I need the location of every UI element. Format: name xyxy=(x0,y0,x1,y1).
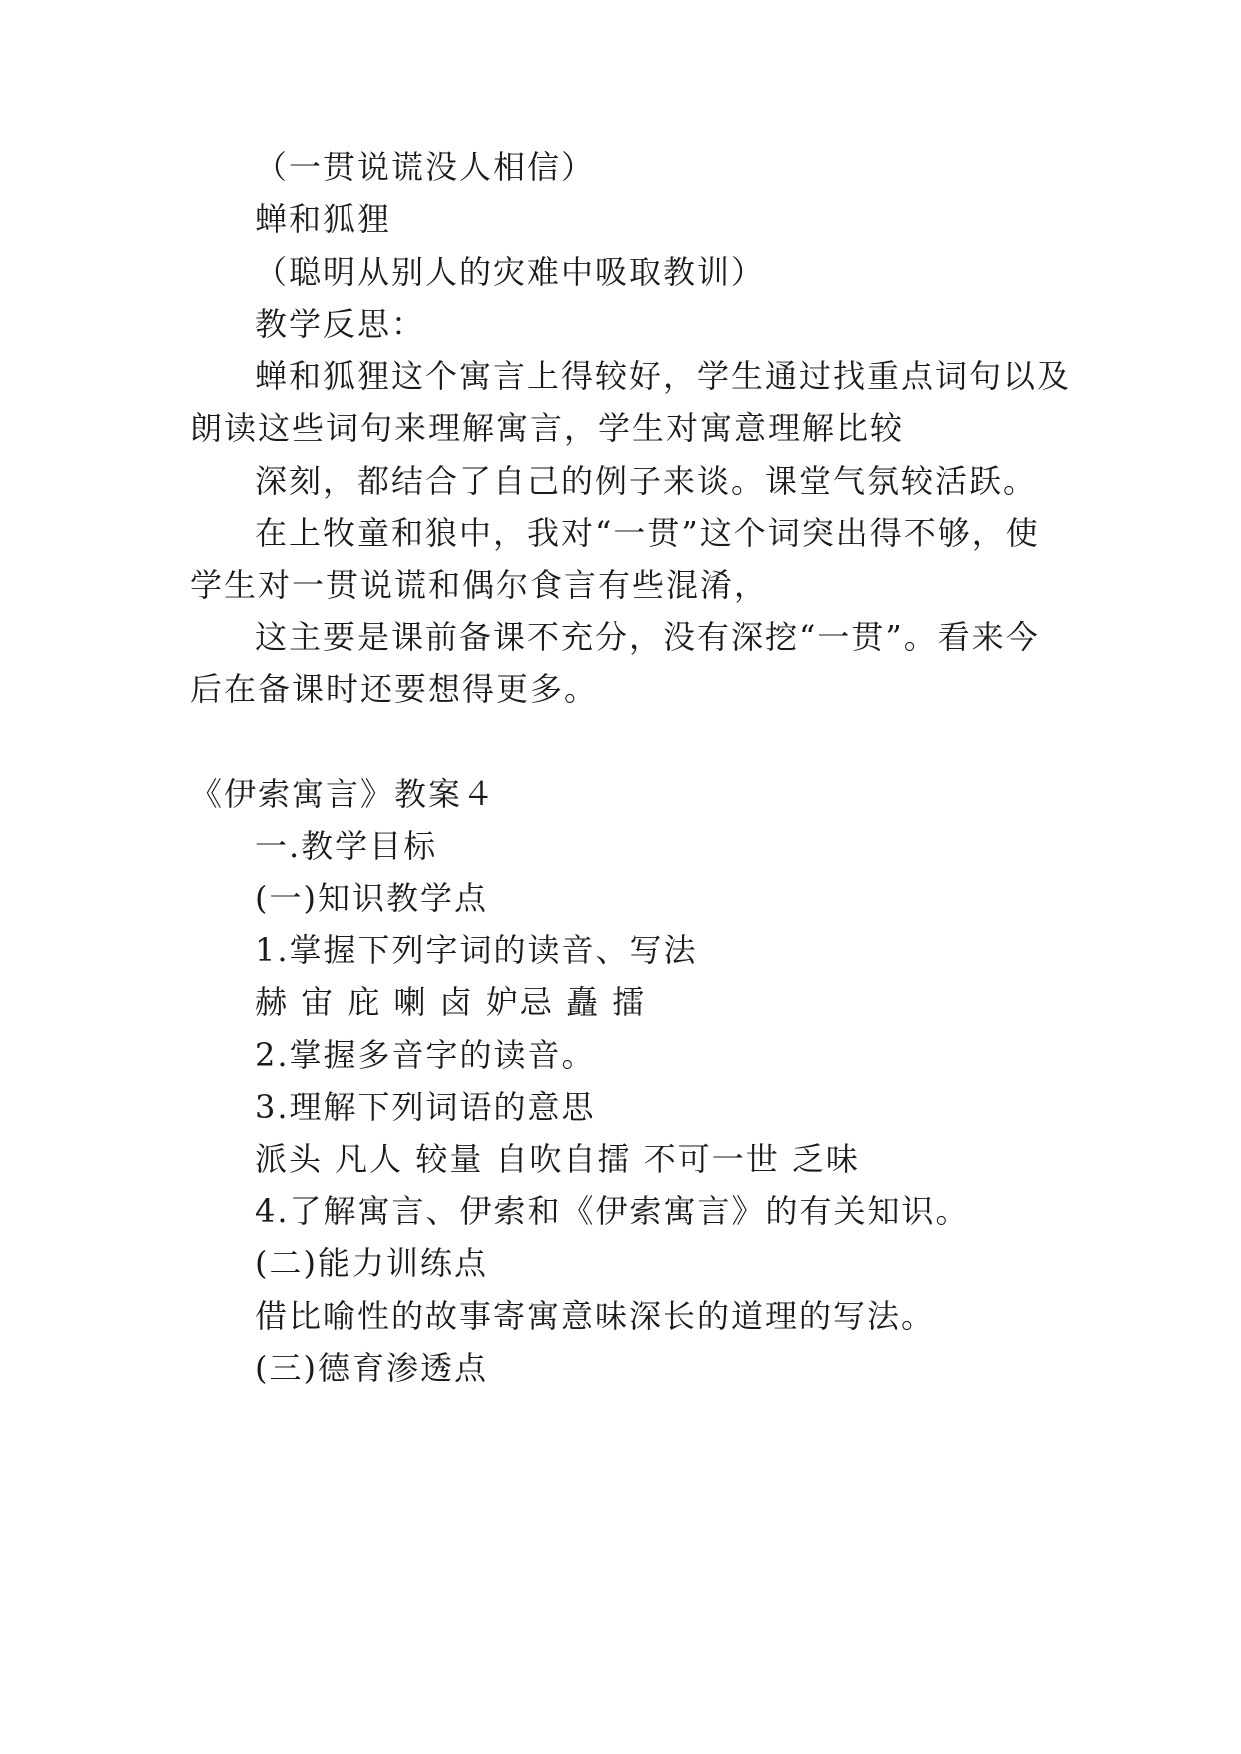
goal-item-1: 1.掌握下列字词的读音、写法 xyxy=(255,931,698,969)
goal-item-4: 4.了解寓言、伊索和《伊索寓言》的有关知识。 xyxy=(255,1192,970,1230)
reflection-heading: 教学反思： xyxy=(255,305,426,343)
moral-education-heading: (三)德育渗透点 xyxy=(255,1349,488,1387)
knowledge-points-heading: (一)知识教学点 xyxy=(255,879,488,917)
goal-item-2: 2.掌握多音字的读音。 xyxy=(255,1036,596,1074)
goal-item-3-words: 派头 凡人 较量 自吹自擂 不可一世 乏味 xyxy=(255,1140,860,1178)
fable2-moral: （聪明从别人的灾难中吸取教训） xyxy=(255,253,766,291)
lesson-plan-title: 《伊索寓言》教案４ xyxy=(190,775,497,813)
reflection-paragraph-3-line-1: 在上牧童和狼中，我对“一贯”这个词突出得不够，使 xyxy=(255,514,1040,552)
goal-item-1-words: 赫 宙 庇 喇 卤 妒忌 矗 擂 xyxy=(255,983,647,1021)
teaching-goals-heading: 一.教学目标 xyxy=(255,827,438,865)
fable1-moral: （一贯说谎没人相信） xyxy=(255,148,596,186)
reflection-paragraph-3-line-2: 学生对一贯说谎和偶尔食言有些混淆， xyxy=(190,566,769,604)
ability-points-heading: (二)能力训练点 xyxy=(255,1244,488,1282)
reflection-paragraph-2: 深刻，都结合了自己的例子来谈。课堂气氛较活跃。 xyxy=(255,462,1038,500)
reflection-paragraph-4-line-2: 后在备课时还要想得更多。 xyxy=(190,670,599,708)
ability-points-text: 借比喻性的故事寄寓意味深长的道理的写法。 xyxy=(255,1297,936,1335)
goal-item-3: 3.理解下列词语的意思 xyxy=(255,1088,596,1126)
reflection-paragraph-1-line-1: 蝉和狐狸这个寓言上得较好，学生通过找重点词句以及 xyxy=(255,357,1072,395)
reflection-paragraph-1-line-2: 朗读这些词句来理解寓言，学生对寓意理解比较 xyxy=(190,409,905,447)
fable2-title: 蝉和狐狸 xyxy=(255,200,392,238)
reflection-paragraph-4-line-1: 这主要是课前备课不充分，没有深挖“一贯”。看来今 xyxy=(255,618,1040,656)
